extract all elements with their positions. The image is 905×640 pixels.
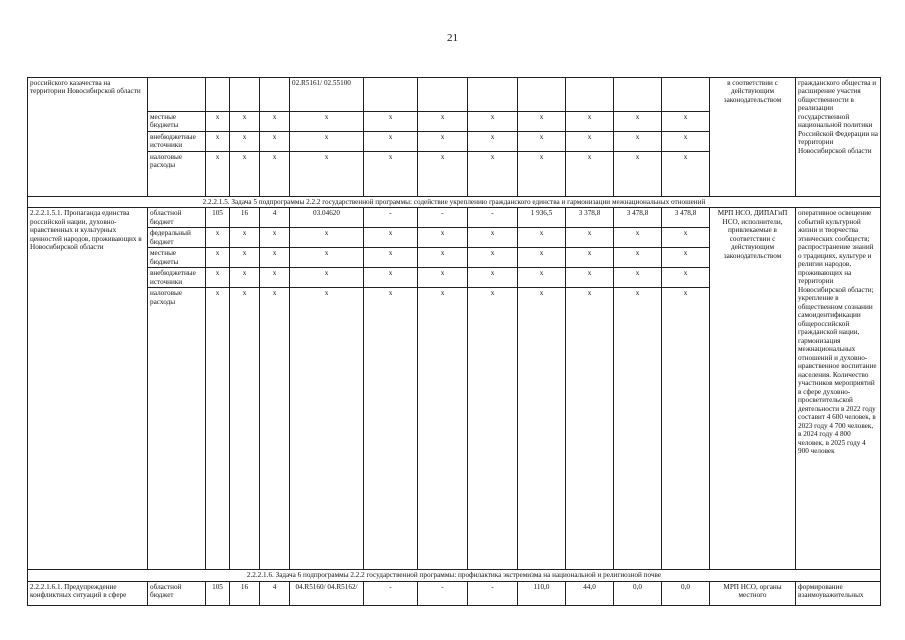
activity-name: российского казачества на территории Новосибирской области (28, 78, 148, 197)
value-cell: x (230, 248, 260, 268)
value-cell: 44,0 (566, 581, 614, 605)
program-activities-table (27, 77, 881, 606)
value-cell: x (662, 248, 710, 268)
value-cell: x (364, 112, 418, 132)
value-cell: x (290, 268, 364, 288)
value-cell: x (662, 151, 710, 196)
funding-source: внебюджетные источники (148, 131, 206, 151)
value-cell: x (290, 131, 364, 151)
value-cell: x (230, 151, 260, 196)
value-cell: x (614, 112, 662, 132)
value-cell: 4 (260, 581, 290, 605)
value-cell: x (614, 268, 662, 288)
value-cell: x (230, 112, 260, 132)
value-cell: - (364, 581, 418, 605)
value-cell: x (290, 151, 364, 196)
value-cell: x (290, 288, 364, 570)
value-cell: 3 478,8 (662, 208, 710, 228)
value-cell: x (230, 268, 260, 288)
value-cell: x (614, 288, 662, 570)
result-cell: гражданского общества и расширение участия общественности в реализации государственной национальной политики Российской Федерации на территории Новосибирской области (796, 78, 881, 197)
value-cell: x (206, 268, 230, 288)
table-row (28, 208, 881, 228)
value-cell: - (468, 208, 518, 228)
funding-source: налоговые расходы (148, 151, 206, 196)
funding-source: налоговые расходы (148, 288, 206, 570)
value-cell: 4 (260, 208, 290, 228)
value-cell: x (418, 248, 468, 268)
value-cell: x (290, 228, 364, 248)
value-cell: x (518, 112, 566, 132)
funding-source: областной бюджет (148, 208, 206, 228)
value-cell: x (468, 288, 518, 570)
code-cell: 02.R5161/ 02.55100 (290, 78, 364, 112)
value-cell: x (418, 288, 468, 570)
value-cell: x (260, 112, 290, 132)
value-cell: x (364, 131, 418, 151)
value-cell: x (566, 248, 614, 268)
value-cell: x (230, 131, 260, 151)
activity-name: 2.2.2.1.6.1. Предупреждение конфликтных ситуаций в сфере (28, 581, 148, 605)
value-cell: x (290, 248, 364, 268)
funding-source: местные бюджеты (148, 248, 206, 268)
value-cell: x (418, 131, 468, 151)
result-cell: формирование взаимоуважительных (796, 581, 881, 605)
value-cell: x (206, 248, 230, 268)
value-cell: x (518, 248, 566, 268)
task-6-heading: 2.2.2.1.6. Задача 6 подпрограммы 2.2.2 государственной программы: профилактика экстремизма на национальной и религиозной почве (28, 570, 881, 581)
value-cell: x (566, 288, 614, 570)
value-cell: x (662, 228, 710, 248)
value-cell: x (662, 131, 710, 151)
funding-source: местные бюджеты (148, 112, 206, 132)
value-cell: x (206, 131, 230, 151)
value-cell: x (518, 131, 566, 151)
value-cell: 03.04620 (290, 208, 364, 228)
value-cell: x (468, 268, 518, 288)
value-cell: x (518, 228, 566, 248)
value-cell: x (364, 248, 418, 268)
task-header-row (28, 196, 881, 207)
value-cell: - (418, 581, 468, 605)
value-cell: x (364, 151, 418, 196)
value-cell: 1 936,5 (518, 208, 566, 228)
activity-name: 2.2.2.1.5.1. Пропаганда единства российской нации, духовно-нравственных и культурных ценностей народов, проживающих в Новосибирской области (28, 208, 148, 570)
funding-source: внебюджетные источники (148, 268, 206, 288)
value-cell: x (614, 131, 662, 151)
funding-source: федеральный бюджет (148, 228, 206, 248)
page-number: 21 (447, 32, 458, 44)
value-cell: 110,0 (518, 581, 566, 605)
value-cell: x (662, 268, 710, 288)
value-cell: x (518, 268, 566, 288)
table-row (28, 581, 881, 605)
funding-source (148, 78, 206, 112)
value-cell: x (662, 288, 710, 570)
value-cell: 16 (230, 208, 260, 228)
value-cell: x (230, 228, 260, 248)
value-cell: x (260, 228, 290, 248)
value-cell: x (468, 131, 518, 151)
value-cell: x (662, 112, 710, 132)
value-cell: x (260, 268, 290, 288)
task-header-row (28, 570, 881, 581)
value-cell: x (566, 112, 614, 132)
value-cell: 105 (206, 208, 230, 228)
value-cell: x (468, 248, 518, 268)
value-cell: 0,0 (662, 581, 710, 605)
value-cell: 04.R5160/ 04.R5162/ (290, 581, 364, 605)
value-cell: x (418, 228, 468, 248)
value-cell: - (418, 208, 468, 228)
value-cell: x (518, 288, 566, 570)
value-cell: 16 (230, 581, 260, 605)
value-cell: x (260, 151, 290, 196)
value-cell: x (230, 288, 260, 570)
executor-cell: в соответствии с действующим законодательством (710, 78, 796, 197)
value-cell: x (468, 228, 518, 248)
value-cell: x (614, 151, 662, 196)
program-table-wrapper (27, 77, 880, 606)
value-cell: x (566, 268, 614, 288)
executor-cell: МРП НСО, органы местного (710, 581, 796, 605)
result-cell: оперативное освещение событий культурной жизни и творчества этнических сообществ; распространение знаний о традициях, культуре и религии народов, проживающих на территории Новосибирской области; укрепление в общественном сознании самоидентификации общероссийской гражданской нации, гармонизация межнациональных отношений и духовно-нравственное воспитание населения. Количество участников мероприятий в сфере духовно-просветительской деятельности в 2022 году составит 4 600 человек, в 2023 году 4 700 человек, в 2024 году 4 800 человек, в 2025 году 4 900 человек (796, 208, 881, 570)
value-cell: x (206, 112, 230, 132)
value-cell: x (566, 131, 614, 151)
value-cell: x (364, 228, 418, 248)
value-cell: x (418, 268, 468, 288)
value-cell: x (468, 151, 518, 196)
value-cell: x (566, 151, 614, 196)
value-cell: x (206, 228, 230, 248)
value-cell: x (614, 228, 662, 248)
value-cell: x (614, 248, 662, 268)
value-cell: - (364, 208, 418, 228)
value-cell: x (364, 268, 418, 288)
value-cell: x (260, 288, 290, 570)
executor-cell: МРП НСО, ДИПАГиП НСО, исполнители, привлекаемые в соответствии с действующим законодательством (710, 208, 796, 570)
value-cell: 3 478,8 (614, 208, 662, 228)
value-cell: x (206, 288, 230, 570)
value-cell: x (566, 228, 614, 248)
value-cell: x (518, 151, 566, 196)
value-cell: x (418, 151, 468, 196)
value-cell: x (206, 151, 230, 196)
value-cell: x (260, 248, 290, 268)
value-cell: - (468, 581, 518, 605)
value-cell: 3 378,8 (566, 208, 614, 228)
value-cell: x (364, 288, 418, 570)
task-5-heading: 2.2.2.1.5. Задача 5 подпрограммы 2.2.2 государственной программы: содействие укреплению гражданского единства и гармонизации межнациональных отношений (28, 196, 881, 207)
value-cell: x (418, 112, 468, 132)
value-cell: x (290, 112, 364, 132)
value-cell: x (468, 112, 518, 132)
value-cell: 105 (206, 581, 230, 605)
value-cell: x (260, 131, 290, 151)
table-row (28, 78, 881, 112)
value-cell: 0,0 (614, 581, 662, 605)
funding-source: областной бюджет (148, 581, 206, 605)
